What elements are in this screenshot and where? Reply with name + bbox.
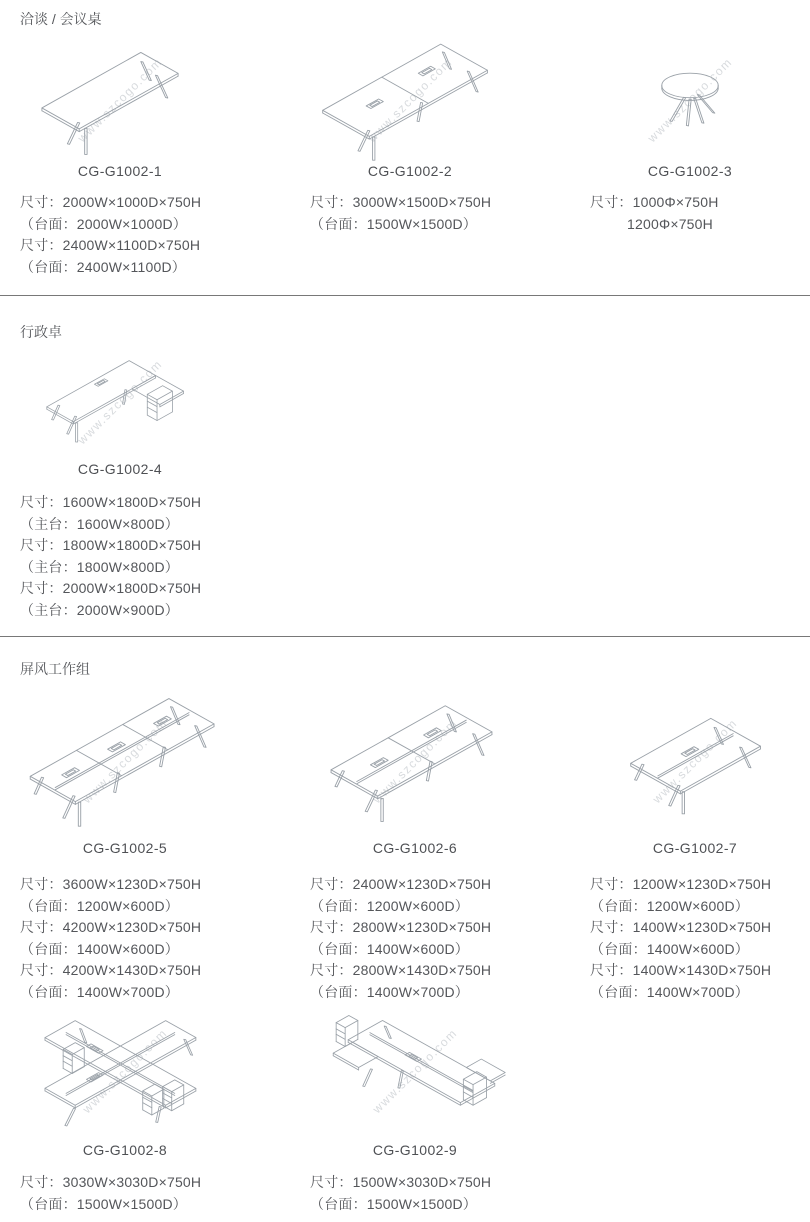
section-2 bbox=[0, 324, 810, 636]
product-figure bbox=[590, 687, 800, 835]
section-1 bbox=[0, 11, 810, 295]
spec-line: 尺寸：3600W×1230D×750H bbox=[20, 876, 202, 892]
product-model: CG-G1002-9 bbox=[372, 1142, 458, 1158]
product-card-CG-G1002-3 bbox=[590, 27, 790, 235]
spec-line: （台面：1500W×1500D） bbox=[310, 1195, 477, 1212]
section-title: 洽谈 / 会议桌 bbox=[20, 11, 102, 27]
product-card-CG-G1002-9 bbox=[310, 1003, 590, 1215]
product-specs bbox=[310, 192, 590, 235]
spec-line: （主台：2000W×900D） bbox=[20, 601, 180, 618]
product-figure bbox=[20, 39, 220, 161]
section-title: 屏风工作组 bbox=[20, 661, 90, 677]
bench-2seg-drawing bbox=[318, 696, 512, 827]
spec-line: 尺寸：4200W×1430D×750H bbox=[20, 962, 202, 978]
product-specs bbox=[20, 874, 310, 1003]
spec-line: 尺寸：2400W×1100D×750H bbox=[20, 237, 201, 253]
watermark: www.szcogo.com bbox=[644, 54, 736, 146]
spec-line: 尺寸：2800W×1430D×750H bbox=[310, 962, 492, 978]
product-figure bbox=[20, 352, 220, 452]
spec-line: （台面：1400W×700D） bbox=[20, 983, 180, 1000]
product-specs bbox=[20, 1172, 310, 1215]
conference-table-rect-drawing bbox=[27, 41, 213, 160]
round-table-drawing bbox=[599, 49, 781, 151]
catalog bbox=[0, 11, 810, 1215]
product-figure bbox=[310, 1005, 520, 1137]
product-figure bbox=[20, 1005, 230, 1137]
product-figure bbox=[20, 687, 230, 835]
spec-line: 1200Φ×750H bbox=[627, 215, 713, 232]
product-card-CG-G1002-8 bbox=[20, 1003, 310, 1215]
section-3 bbox=[0, 661, 810, 1215]
spec-line: 尺寸：2000W×1000D×750H bbox=[20, 194, 202, 210]
cross-workstation-drawing bbox=[32, 1006, 218, 1136]
product-figure bbox=[590, 39, 790, 161]
spec-line: （主台：1800W×800D） bbox=[20, 558, 180, 575]
product-specs bbox=[20, 192, 310, 278]
spec-line: （台面：1500W×1500D） bbox=[20, 1195, 187, 1212]
product-model: CG-G1002-2 bbox=[367, 163, 453, 179]
product-specs bbox=[310, 1172, 590, 1215]
spec-line: 尺寸：1400W×1430D×750H bbox=[590, 962, 772, 978]
spec-line: （台面：1200W×600D） bbox=[20, 897, 180, 914]
watermark: www.szcogo.com bbox=[364, 54, 456, 146]
spec-line: 尺寸：1800W×1800D×750H bbox=[20, 537, 202, 553]
product-model: CG-G1002-6 bbox=[372, 840, 458, 856]
l-workstation-drawing bbox=[319, 1007, 512, 1136]
spec-line: （台面：1400W×700D） bbox=[310, 983, 470, 1000]
product-specs bbox=[590, 874, 790, 1003]
spec-line: 尺寸：2400W×1230D×750H bbox=[310, 876, 492, 892]
product-grid bbox=[20, 677, 810, 1215]
spec-line: （台面：1400W×600D） bbox=[590, 940, 750, 957]
spec-line: （台面：1200W×600D） bbox=[590, 897, 750, 914]
spec-line: 尺寸：1600W×1800D×750H bbox=[20, 494, 202, 510]
spec-line: （主台：1600W×800D） bbox=[20, 515, 180, 532]
product-specs bbox=[310, 874, 590, 1003]
spec-line: （台面：2400W×1100D） bbox=[20, 258, 186, 275]
watermark: www.szcogo.com bbox=[369, 1025, 461, 1117]
catalog-page-body bbox=[0, 11, 810, 1222]
spec-line: 尺寸：3030W×3030D×750H bbox=[20, 1174, 202, 1190]
spec-line: 尺寸：1500W×3030D×750H bbox=[310, 1174, 492, 1190]
spec-line: 尺寸：3000W×1500D×750H bbox=[310, 194, 492, 210]
product-grid bbox=[20, 27, 810, 278]
product-card-CG-G1002-4 bbox=[20, 340, 310, 621]
spec-line: 尺寸：4200W×1230D×750H bbox=[20, 919, 202, 935]
spec-line: （台面：1400W×600D） bbox=[20, 940, 180, 957]
bench-1seg-drawing bbox=[603, 699, 787, 823]
spec-line: （台面：2000W×1000D） bbox=[20, 215, 187, 232]
spec-line: 尺寸：1000Φ×750H bbox=[590, 194, 719, 210]
spec-line: （台面：1400W×600D） bbox=[310, 940, 470, 957]
spec-line: 尺寸：2800W×1230D×750H bbox=[310, 919, 492, 935]
watermark: www.szcogo.com bbox=[74, 356, 166, 448]
bench-3seg-drawing bbox=[21, 691, 229, 832]
product-model: CG-G1002-4 bbox=[77, 461, 163, 477]
spec-line: （台面：1200W×600D） bbox=[310, 897, 470, 914]
section-divider bbox=[0, 636, 810, 637]
product-model: CG-G1002-8 bbox=[82, 1142, 168, 1158]
spec-line: 尺寸：1200W×1230D×750H bbox=[590, 876, 772, 892]
spec-line: 尺寸：1400W×1230D×750H bbox=[590, 919, 772, 935]
spec-line: 尺寸：2000W×1800D×750H bbox=[20, 580, 202, 596]
product-specs bbox=[590, 192, 790, 235]
section-title: 行政卓 bbox=[20, 324, 62, 340]
watermark: www.szcogo.com bbox=[79, 1025, 171, 1117]
product-model: CG-G1002-1 bbox=[77, 163, 163, 179]
product-card-CG-G1002-6 bbox=[310, 677, 590, 1003]
watermark: www.szcogo.com bbox=[74, 54, 166, 146]
product-card-CG-G1002-2 bbox=[310, 27, 590, 235]
product-model: CG-G1002-3 bbox=[647, 163, 733, 179]
product-model: CG-G1002-7 bbox=[652, 840, 738, 856]
executive-desk-drawing bbox=[34, 354, 206, 450]
product-grid bbox=[20, 340, 810, 621]
spec-line: （台面：1500W×1500D） bbox=[310, 215, 477, 232]
product-card-CG-G1002-1 bbox=[20, 27, 310, 278]
section-divider bbox=[0, 295, 810, 296]
watermark: www.szcogo.com bbox=[369, 715, 461, 807]
spec-line: （台面：1400W×700D） bbox=[590, 983, 750, 1000]
product-figure bbox=[310, 39, 510, 161]
watermark: www.szcogo.com bbox=[649, 715, 741, 807]
watermark: www.szcogo.com bbox=[79, 715, 171, 807]
product-specs bbox=[20, 492, 310, 621]
conference-table-2seg-drawing bbox=[312, 37, 508, 164]
product-model: CG-G1002-5 bbox=[82, 840, 168, 856]
product-card-CG-G1002-7 bbox=[590, 677, 790, 1003]
product-figure bbox=[310, 687, 520, 835]
product-card-CG-G1002-5 bbox=[20, 677, 310, 1003]
